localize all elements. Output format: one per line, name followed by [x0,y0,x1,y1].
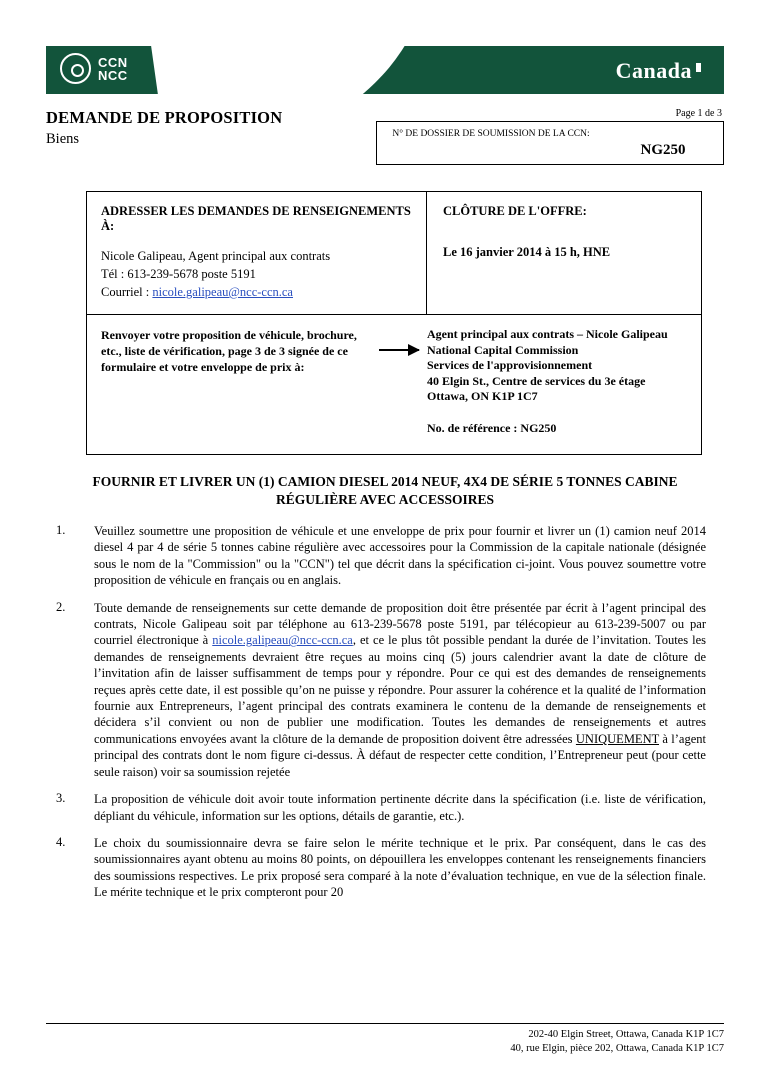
clause-emphasis: UNIQUEMENT [575,731,659,746]
closing-heading: CLÔTURE DE L'OFFRE: [443,204,587,218]
info-box-bottom [87,315,701,454]
clause-item [46,600,724,780]
canada-wordmark [616,58,704,84]
closing-datetime: Le 16 janvier 2014 à 15 h, HNE [443,245,611,259]
page-subtitle: Biens [46,131,80,147]
ccn-ncc-logo [60,53,128,84]
contact-email-row [101,284,414,300]
inquiries-cell [87,192,427,314]
clause-list [46,523,724,901]
maple-ring-icon [60,53,91,84]
title-right [376,108,724,165]
clause-number: 4. [56,834,66,849]
page-footer [46,1023,724,1056]
info-box [86,191,702,455]
header-banner [46,46,724,94]
document-page [0,46,770,1070]
clause-number: 1. [56,523,66,537]
banner-swoosh-decoration [146,46,447,94]
arrow-cell [371,327,427,436]
main-heading: FOURNIR ET LIVRER UN (1) CAMION DIESEL 2014 NEUF, 4X4 DE SÉRIE 5 TONNES CABINE RÉGULIÈRE AVEC ACCESSOIRES [92,474,678,507]
contact-phone: Tél : 613-239-5678 poste 5191 [101,267,256,281]
contact-email-label: Courriel : [101,285,150,299]
info-box-top [87,192,701,315]
file-number-label: N° DE DOSSIER DE SOUMISSION DE LA CCN: [392,129,590,139]
inquiries-heading: ADRESSER LES DEMANDES DE RENSEIGNEMENTS À: [101,204,411,233]
clause-text: La proposition de véhicule doit avoir toute information pertinente décrite dans la spécification (i.e. liste de vérification, dépliant du véhicule, information sur les options, détails de garantie, etc.). [94,792,706,823]
logo-text-ccn: CCN [98,54,128,70]
address-line-1: Agent principal aux contrats – Nicole Galipeau [427,327,668,341]
clause-text-part2: , et ce le plus tôt possible pendant la durée de l’invitation. Toutes les demandes de renseignements devraient être reçues au moins cinq (5) jours calendrier avant la date de clôture de l’invitation afin de laisser suffisamment de temps pour y répondre. Pour ce qui est des demandes de renseignements reçues après cette date, il est possible qu’on ne puisse y répondre. Pour assurer la cohérence et la qualité de l’information fournie aux Entrepreneurs, l’agent principal des contrats examinera le contenu de la demande de renseignements et décidera s’il convient ou non de publier une modification. Toutes les demandes de renseignements et autres communications envoyées avant la clôture de la demande de proposition doivent être adressées [94,633,706,746]
address-line-4: 40 Elgin St., Centre de services du 3e étage [427,373,646,388]
right-arrow-icon [379,349,419,351]
clause-text-part1: Toute demande de renseignements sur cette demande de proposition doit être présentée par écrit à l’agent principal des contrats, Nicole Galipeau soit par téléphone au 613-239-5678 poste 5191, par télécopieur au 613-239-5007 ou par courriel électronique à [94,600,706,648]
return-instruction: Renvoyer votre proposition de véhicule, brochure, etc., liste de vérification, page 3 de 3 signée de ce formulaire et votre enveloppe de prix à: [101,328,357,374]
title-row [46,108,724,165]
clause-email-link[interactable]: nicole.galipeau@ncc-ccn.ca [212,633,353,648]
clause-number: 3. [56,791,66,806]
page-title: DEMANDE DE PROPOSITION [46,108,283,127]
clause-text-part3: à l’agent principal des contrats dont le nom figure ci-dessus. À défaut de respecter cette condition, l’Entrepreneur peut (pour cette seule raison) voir sa soumission rejetée [94,731,707,779]
file-number-value: NG250 [640,142,686,158]
address-line-5: Ottawa, ON K1P 1C7 [427,389,538,403]
clause-text: Le choix du soumissionnaire devra se faire selon le mérite technique et le prix. Par conséquent, dans le cas des soumissionnaires ayant obtenu au moins 80 points, on dépouillera les enveloppes contenant les renseignements financiers des soumissions respectives. Le prix proposé sera comparé à la note d’évaluation technique, en vue de la sélection finale. Le mérite technique et le prix compteront pour 20 [94,835,706,900]
logo-text-ncc: NCC [98,67,128,83]
clause-item [46,835,724,901]
clause-item [46,523,724,589]
file-number-box [376,121,724,165]
page-number: Page 1 de 3 [675,108,722,119]
closing-cell [427,192,701,314]
clause-text [94,600,724,780]
contact-email-link[interactable]: nicole.galipeau@ncc-ccn.ca [152,285,293,299]
title-left [46,108,376,148]
reference-number: No. de référence : NG250 [427,420,557,435]
contact-name: Nicole Galipeau, Agent principal aux contrats [101,249,331,263]
address-line-2: National Capital Commission [427,342,579,357]
clause-item [46,791,724,824]
canada-wordmark-text: Canada [615,58,692,83]
footer-address-fr: 40, rue Elgin, pièce 202, Ottawa, Canada K1P 1C7 [510,1043,724,1054]
contact-block [101,248,414,300]
address-line-3: Services de l'approvisionnement [427,358,593,372]
return-address [427,327,689,436]
clause-number: 2. [56,599,66,614]
canada-flag-icon [693,63,704,72]
clause-text: Veuillez soumettre une proposition de véhicule et une enveloppe de prix pour fournir et livrer un (1) camion neuf 2014 diesel 4 par 4 de série 5 tonnes cabine régulière avec accessoires pour la Commission de la capitale nationale (désignée sous le nom de la "Commission" ou la "CCN") tel que décrit dans la spécification ci-joint. Vous pouvez soumettre votre proposition de véhicule en français ou en anglais. [94,524,706,588]
footer-address-en: 202-40 Elgin Street, Ottawa, Canada K1P 1C7 [528,1029,724,1040]
